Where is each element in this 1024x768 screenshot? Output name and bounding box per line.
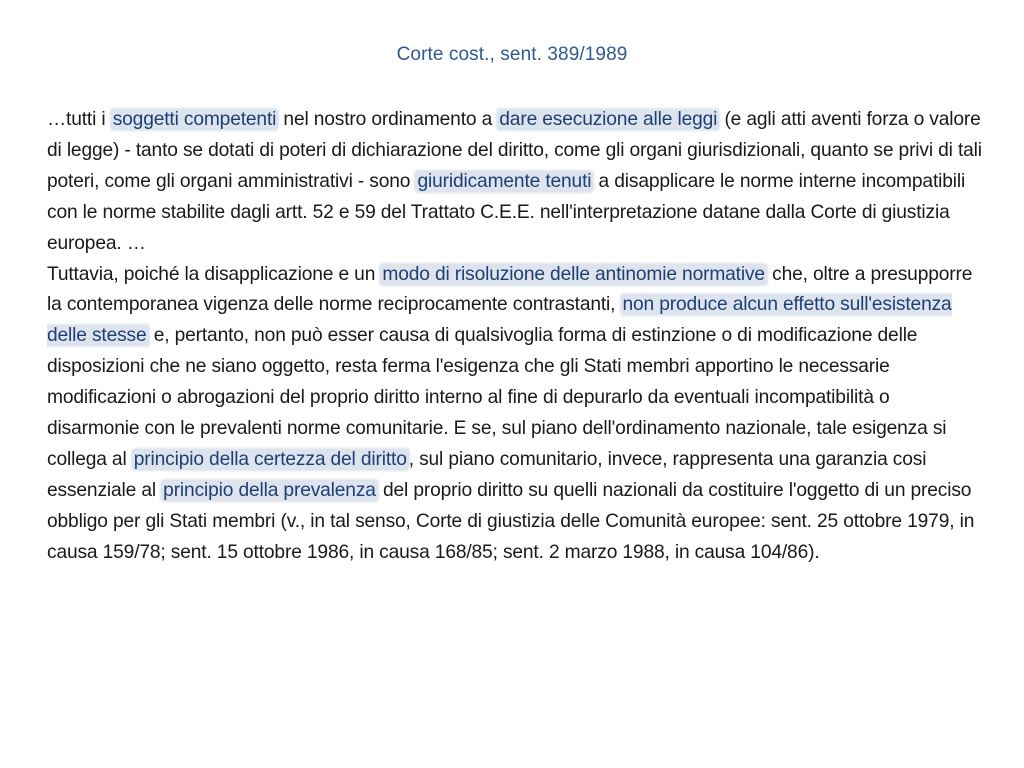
text-run: a disapplicare le norme interne incompatibili con le norme stabilite dagli artt. 52 e 59 del Trattato C.E.E. nell'interpretazione datane dalla Corte di giustizia europea. … [47,170,966,254]
text-run: e, pertanto, non può esser causa di qualsivoglia forma di estinzione o di modificazione delle disposizioni che ne siano oggetto, resta ferma l'esigenza che gli Stati membri apportino le necessarie modificazioni o abrogazioni del proprio diritto interno al fine di depurarlo da eventuali incompatibilità o disarmonie con le prevalenti norme comunitarie. E se, sul piano dell'ordinamento nazionale, tale esigenza si collega al [47,325,947,470]
text-run: Tuttavia, poiché la disapplicazione e un [47,263,381,285]
text-run: del proprio diritto su quelli nazionali da costituire l'oggetto di un preciso obbligo per gli Stati membri (v., in tal senso, Corte di giustizia delle Comunità europee: sent. 25 ottobre 1979, in causa 159/78; sent. 15 ottobre 1986, in causa 168/85; sent. 2 marzo 1988, in causa 104/86). [47,479,975,563]
highlight-certezza-del-diritto: principio della certezza del diritto [133,448,407,470]
text-run: (e agli atti aventi forza o valore di legge) - tanto se dotati di poteri di dichiarazione del diritto, come gli organi giurisdizionali, quanto se privi di tali poteri, come gli organi amministrativi - sono [47,109,982,192]
highlight-principio-della-prevalenza: principio della prevalenza [163,479,376,501]
text-run: che, oltre a presupporre la contemporanea vigenza delle norme reciprocamente contrastanti, [47,263,973,316]
highlight-modo-di-risoluzione: modo di risoluzione delle antinomie normative [382,263,765,285]
slide-body [47,105,982,569]
paragraph-2 [47,260,982,569]
text-run: nel nostro ordinamento a [278,109,498,130]
text-run: , sul piano comunitario, invece, rappresenta una garanzia cosi essenziale al [47,448,927,501]
text-run: …tutti i [47,109,111,130]
highlight-giuridicamente-tenuti: giuridicamente tenuti [417,170,592,192]
paragraph-1 [47,105,982,260]
slide-title: Corte cost., sent. 389/1989 [396,44,628,65]
highlight-soggetti-competenti: soggetti competenti [112,109,277,130]
highlight-dare-esecuzione: dare esecuzione alle leggi [499,109,718,130]
highlight-non-produce-effetto: non produce alcun effetto sull'esistenza delle stesse [47,294,952,347]
